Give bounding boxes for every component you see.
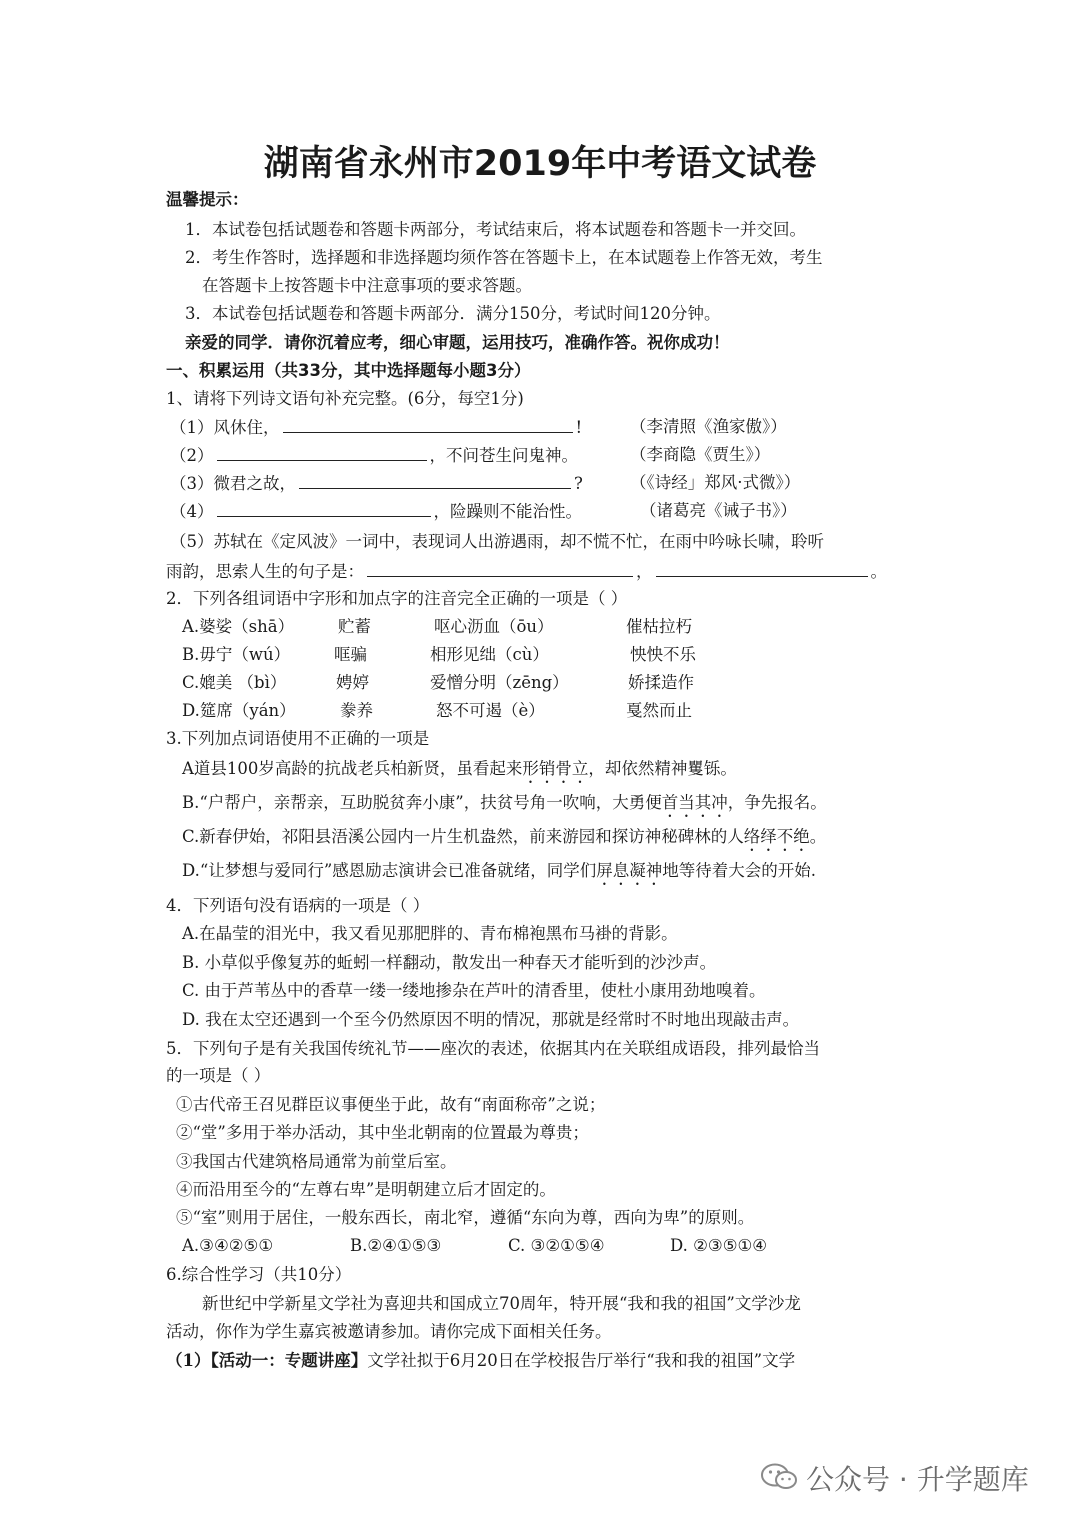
q2-C-3: 爱憎分明（zēng） xyxy=(430,673,569,692)
answer-blank[interactable] xyxy=(217,499,431,517)
q3-b-text-end: ，争先报名。 xyxy=(727,793,827,812)
tip-item-2: 2．考生作答时，选择题和非选择题均须作答在答题卡上，在本试题卷上作答无效，考生 xyxy=(185,248,823,267)
q3-a-text-end: ，却依然精神矍铄。 xyxy=(588,759,737,778)
q5-sentence-4: ④而沿用至今的“左尊右卑”是明朝建立后才固定的。 xyxy=(176,1180,556,1199)
q1-line-5b xyxy=(166,559,887,584)
q1-5-end: 。 xyxy=(870,562,887,581)
tip-item-3: 3．本试卷包括试题卷和答题卡两部分．满分150分，考试时间120分钟。 xyxy=(185,304,721,323)
q2-D-2: 豢养 xyxy=(340,701,373,720)
q6-paragraph-1: 新世纪中学新星文学社为喜迎共和国成立70周年，特开展“我和我的祖国”文学沙龙 xyxy=(202,1294,801,1313)
q3-c-dotted-word: 络绎不绝 xyxy=(743,827,810,846)
q1-4-post: ，险躁则不能治性。 xyxy=(433,502,582,521)
q2-D-3: 怒不可遏（è） xyxy=(436,701,545,720)
q1-3-post: ? xyxy=(574,474,583,493)
q2-C-2: 娉婷 xyxy=(336,673,369,692)
q4-option-c: C. 由于芦苇丛中的香草一缕一缕地掺杂在芦叶的清香里，使杜小康用劲地嗅着。 xyxy=(182,981,766,1000)
q2-B-4: 怏怏不乐 xyxy=(630,645,696,664)
q1-4-source: （诸葛亮《诫子书》） xyxy=(640,501,797,520)
q2-A-2: 贮蓄 xyxy=(338,617,371,636)
q5-choice-b: B.②④①⑤③ xyxy=(350,1236,442,1255)
q6-activity-1 xyxy=(166,1349,795,1373)
q2-C-4: 娇揉造作 xyxy=(628,673,694,692)
q3-a-dotted-word: 形销骨立 xyxy=(522,759,589,778)
q4-option-d: D. 我在太空还遇到一个至今仍然原因不明的情况，那就是经常时不时地出现敲击声。 xyxy=(182,1010,800,1029)
q1-line-2 xyxy=(170,443,578,468)
answer-blank[interactable] xyxy=(367,559,633,577)
q1-3-pre: （3）微君之故， xyxy=(170,474,296,493)
q3-stem: 3.下列加点词语使用不正确的一项是 xyxy=(166,729,430,748)
q2-B-3: 相形见绌（cù） xyxy=(430,645,549,664)
q1-1-post: ! xyxy=(575,418,583,437)
q3-option-c xyxy=(182,825,826,855)
q3-d-dotted-word: 屏息凝神 xyxy=(596,861,663,880)
q1-line-3 xyxy=(170,471,583,496)
tips-heading: 温馨提示： xyxy=(166,190,249,209)
q5-stem-1: 5．下列句子是有关我国传统礼节——座次的表述，依据其内在关联组成语段，排列最恰当 xyxy=(166,1039,820,1058)
q2-A-1: A.婆娑（shā） xyxy=(182,617,295,636)
q4-stem: 4．下列语句没有语病的一项是（ ） xyxy=(166,896,430,915)
q3-d-text-end: 地等待着大会的开始. xyxy=(662,861,817,880)
q1-4-pre: （4） xyxy=(170,502,214,521)
q5-stem-2: 的一项是（ ） xyxy=(166,1066,271,1085)
q1-line-4 xyxy=(170,499,582,524)
q3-c-text: C.新春伊始，祁阳县浯溪公园内一片生机盎然，前来游园和探访神秘碑林的人 xyxy=(182,827,744,846)
answer-blank[interactable] xyxy=(656,559,868,577)
q2-D-4: 戛然而止 xyxy=(626,701,692,720)
encouragement: 亲爱的同学．请你沉着应考，细心审题，运用技巧，准确作答。祝你成功！ xyxy=(185,333,730,352)
q5-choice-a: A.③④②⑤① xyxy=(182,1236,274,1255)
q5-sentence-5: ⑤“室”则用于居住，一般东西长，南北窄，遵循“东向为尊，西向为卑”的原则。 xyxy=(176,1208,755,1227)
q6-paragraph-2: 活动，你作为学生嘉宾被邀请参加。请你完成下面相关任务。 xyxy=(166,1322,612,1341)
q1-5-mid: ， xyxy=(636,562,653,581)
q5-choice-c: C. ③②①⑤④ xyxy=(508,1236,605,1255)
q1-5-pre: 雨韵，思索人生的句子是： xyxy=(166,562,364,581)
watermark-text: 公众号 · 升学题库 xyxy=(806,1463,1029,1496)
q1-2-pre: （2） xyxy=(170,446,214,465)
q3-option-b xyxy=(182,791,827,821)
q2-B-1: B.毋宁（wú） xyxy=(182,645,291,664)
q2-C-1: C.媲美 （bì） xyxy=(182,673,287,692)
q4-option-a: A.在晶莹的泪光中，我又看见那肥胖的、青布棉袍黑布马褂的背影。 xyxy=(182,924,678,943)
q2-A-4: 催枯拉朽 xyxy=(626,617,692,636)
q3-b-text: B.“户帮户，亲帮亲，互助脱贫奔小康”，扶贫号角一吹响，大勇便 xyxy=(182,793,662,812)
q6-activity-label: （1）【活动一：专题讲座】 xyxy=(166,1351,368,1370)
answer-blank[interactable] xyxy=(299,471,571,489)
q1-2-post: ，不问苍生问鬼神。 xyxy=(429,446,578,465)
q2-B-2: 哐骗 xyxy=(334,645,367,664)
q2-A-3: 呕心沥血（ōu） xyxy=(434,617,554,636)
exam-title: 湖南省永州市2019年中考语文试卷 xyxy=(263,144,817,184)
tip-item-1: 1．本试卷包括试题卷和答题卡两部分，考试结束后，将本试题卷和答题卡一并交回。 xyxy=(185,220,806,239)
q5-sentence-2: ②“堂”多用于举办活动，其中坐北朝南的位置最为尊贵； xyxy=(176,1123,589,1142)
q4-option-b: B. 小草似乎像复苏的蚯蚓一样翻动，散发出一种春天才能听到的沙沙声。 xyxy=(182,953,717,972)
q2-D-1: D.筵席（yán） xyxy=(182,701,296,720)
q5-sentence-1: ①古代帝王召见群臣议事便坐于此，故有“南面称帝”之说； xyxy=(176,1095,606,1114)
section-heading-1: 一、积累运用（共33分，其中选择题每小题3分） xyxy=(166,361,531,380)
q1-2-source: （李商隐《贾生》） xyxy=(630,445,771,464)
q3-b-dotted-word: 首当其冲 xyxy=(661,793,728,812)
q1-line-5a: （5）苏轼在《定风波》一词中，表现词人出游遇雨，却不慌不忙，在雨中吟咏长啸，聆听 xyxy=(170,532,824,551)
q1-3-source: （《诗经」郑风·式微》） xyxy=(630,473,801,492)
q3-c-text-end: 。 xyxy=(809,827,827,846)
q1-1-source: （李清照《渔家傲》） xyxy=(630,417,787,436)
q1-1-pre: （1）风休住， xyxy=(170,418,280,437)
q1-line-1 xyxy=(170,415,582,440)
q3-option-a xyxy=(182,757,737,787)
q5-sentence-3: ③我国古代建筑格局通常为前堂后室。 xyxy=(176,1152,457,1171)
wechat-icon xyxy=(760,1462,800,1492)
q2-stem: 2．下列各组词语中字形和加点字的注音完全正确的一项是（ ） xyxy=(166,589,628,608)
q5-choice-d: D. ②③⑤①④ xyxy=(670,1236,768,1255)
answer-blank[interactable] xyxy=(283,415,573,433)
q6-activity-text: 文学社拟于6月20日在学校报告厅举行“我和我的祖国”文学 xyxy=(367,1351,796,1370)
q3-a-text: A道县100岁高龄的抗战老兵柏新贤，虽看起来 xyxy=(182,759,523,778)
tip-item-2-cont: 在答题卡上按答题卡中注意事项的要求答题。 xyxy=(202,276,532,295)
answer-blank[interactable] xyxy=(217,443,427,461)
q6-stem: 6.综合性学习（共10分） xyxy=(166,1265,352,1284)
q3-option-d xyxy=(182,859,816,889)
q3-d-text: D.“让梦想与爱同行”感恩励志演讲会已准备就绪，同学们 xyxy=(182,861,597,880)
q1-stem: 1、请将下列诗文语句补充完整。(6分，每空1分) xyxy=(166,389,524,408)
